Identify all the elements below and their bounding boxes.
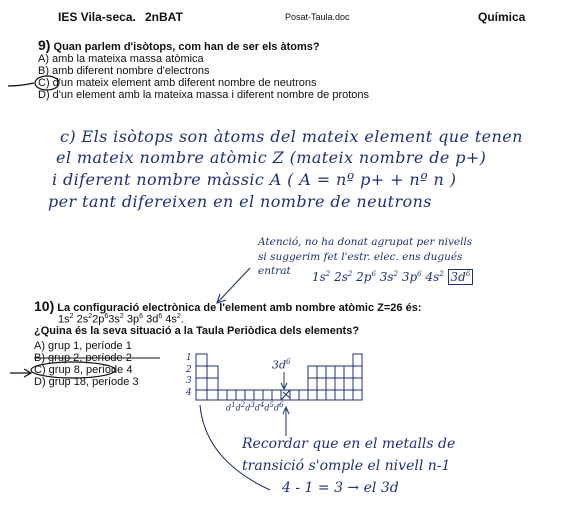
row-number-4: 4 bbox=[186, 387, 192, 398]
q10-question: La configuració electrònica de l'element amb nombre atòmic Z=26 és: bbox=[57, 302, 422, 314]
q9-answer-arrow bbox=[8, 83, 34, 86]
q9-number: 9) bbox=[38, 37, 51, 53]
row-number-3: 3 bbox=[186, 376, 192, 386]
row-number-1: 1 bbox=[186, 353, 192, 363]
q10-question-2: ¿Quina és la seva situació a la Taula Periòdica dels elements? bbox=[34, 325, 360, 337]
q10-note-line-1: Atenció, no ha donat agrupat per nivells bbox=[258, 236, 473, 248]
q10-note-line-2: si suggerim fet l'estr. elec. ens dugués bbox=[258, 251, 463, 263]
q9-option-c: C) d'un mateix element amb diferent nombre de neutrons bbox=[38, 77, 317, 89]
q10-answer-circle bbox=[31, 362, 115, 378]
q9-answer-line-3: i diferent nombre màssic A ( A = nº p+ + nº n ) bbox=[52, 170, 457, 189]
remember-line-1: Recordar que en el metalls de bbox=[242, 436, 456, 452]
row-number-2: 2 bbox=[186, 364, 192, 375]
q10-option-a: A) grup 1, període 1 bbox=[34, 340, 132, 352]
q10-number: 10) bbox=[34, 298, 55, 314]
q9-option-a: A) amb la mateixa massa atòmica bbox=[38, 53, 204, 65]
table-d-row-label: $d^1d^2d^3d^4d^5d^6$ bbox=[226, 401, 284, 413]
q10-configuration: $1s^2$ $2s^22p^63s^2$ $3p^6$ $3d^6$ $4s^2$. bbox=[58, 313, 184, 326]
header-school: IES Vila-seca. bbox=[58, 10, 136, 24]
remember-line-2: transició s'omple el nivell n-1 bbox=[242, 458, 451, 474]
q9-answer-line-2: el mateix nombre atòmic Z (mateix nombre de p+) bbox=[56, 148, 487, 167]
q9-answer-line-4: per tant difereixen en el nombre de neutrons bbox=[48, 192, 432, 211]
remember-curve-arrow bbox=[200, 405, 270, 490]
q9-answer-circle bbox=[35, 76, 59, 90]
header-file: Posat-Taula.doc bbox=[285, 12, 350, 22]
periodic-table-sketch bbox=[196, 354, 362, 400]
q10-note-line-3: entrat bbox=[258, 265, 291, 277]
header-subject: Química bbox=[478, 10, 526, 24]
table-3d6-label: $3d^6$ bbox=[272, 358, 291, 372]
q9-answer-line-1: c) Els isòtops son àtoms del mateix element que tenen bbox=[60, 127, 523, 146]
remember-line-3: 4 - 1 = 3 → el 3d bbox=[282, 480, 399, 496]
q9-option-b: B) amb diferent nombre d'electrons bbox=[38, 65, 210, 77]
note-arrow bbox=[218, 268, 250, 302]
header-course: 2nBAT bbox=[145, 10, 183, 24]
q10-option-c: C) grup 8, període 4 bbox=[34, 364, 133, 376]
q10-option-b: B) grup 2, període 2 bbox=[34, 352, 132, 364]
q10-note-config: $1s^2$ $2s^2$ $2p^6$ $3s^2$ $3p^6$ $4s^2$ $3d^6$ bbox=[312, 270, 473, 284]
q9-option-d: D) d'un element amb la mateixa massa i diferent nombre de protons bbox=[38, 89, 370, 101]
q10-option-d: D) grup 18, període 3 bbox=[34, 376, 139, 388]
q9-question: Quan parlem d'isòtops, com han de ser els àtoms? bbox=[53, 41, 320, 53]
